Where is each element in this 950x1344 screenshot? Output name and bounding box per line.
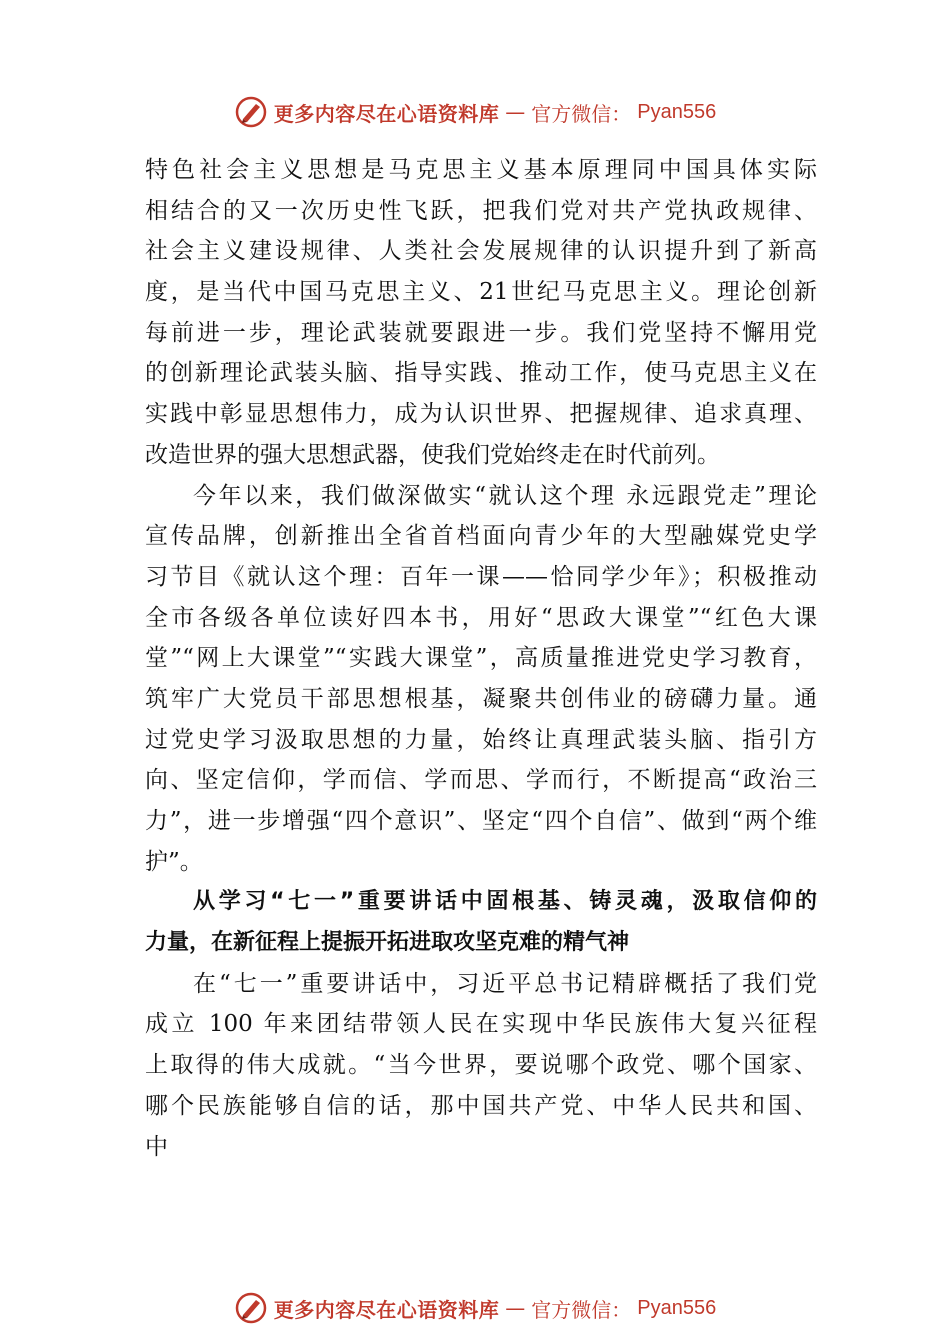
text-line: 护”。 [145,848,203,875]
text-line: 特色社会主义思想是马克思主义基本原理同中国具体实际 [145,157,817,183]
document-body [145,150,817,1167]
text-line: 在“七一”重要讲话中，习近平总书记精辟概括了我们党 [193,970,817,997]
text-line: 成立 100 年来团结带领人民在实现中华民族伟大复兴征程 [145,1011,817,1038]
text-line: 全市各级各单位读好四本书，用好“思政大课堂”“红色大课 [145,604,817,631]
text-line: 度，是当代中国马克思主义、21世纪马克思主义。理论创新 [145,279,817,306]
banner-brand-text: 更多内容尽在心语资料库 [273,101,500,126]
banner-wechat-label: 官方微信： [531,101,632,126]
header-banner [0,92,950,132]
text-line: 哪个民族能够自信的话，那中国共产党、中华人民共和国、 [145,1092,817,1119]
text-line: 宣传品牌，创新推出全省首档面向青少年的大型融媒党史学 [145,523,817,550]
text-line: 的创新理论武装头脑、指导实践、推动工作，使马克思主义在 [145,360,817,387]
text-line: 习节目《就认这个理：百年一课——恰同学少年》；积极推动 [145,563,817,590]
pen-logo-icon [234,1291,268,1325]
text-line: 力”，进一步增强“四个意识”、坚定“四个自信”、做到“两个维 [145,808,817,834]
banner-brand-text: 更多内容尽在心语资料库 [273,1297,500,1322]
footer-banner [0,1288,950,1328]
text-line: 过党史学习汲取思想的力量，始终让真理武装头脑、指引方 [145,726,817,753]
text-line: 相结合的又一次历史性飞跃，把我们党对共产党执政规律、 [145,197,817,224]
heading-line: 力量，在新征程上提振开拓进取攻坚克难的精气神 [145,930,630,956]
heading-line: 从学习“七一”重要讲话中固根基、铸灵魂，汲取信仰的 [193,889,817,915]
text-line: 向、坚定信仰，学而信、学而思、学而行，不断提高“政治三 [145,767,817,794]
paragraph-2 [145,476,817,883]
section-heading [145,882,817,963]
banner-separator: — [505,100,526,124]
banner-wechat-label: 官方微信： [531,1297,632,1322]
banner-wechat-id: Pyan556 [637,100,717,123]
text-line: 中 [145,1133,168,1160]
text-line: 筑牢广大党员干部思想根基，凝聚共创伟业的磅礴力量。通 [145,685,817,712]
banner-wechat-id: Pyan556 [637,1296,717,1319]
pen-logo-icon [234,95,268,129]
banner-separator: — [505,1296,526,1320]
text-line: 改造世界的强大思想武器，使我们党始终走在时代前列。 [145,441,720,468]
text-line: 上取得的伟大成就。“当今世界，要说哪个政党、哪个国家、 [145,1052,817,1079]
text-line: 每前进一步，理论武装就要跟进一步。我们党坚持不懈用党 [145,319,817,346]
text-line: 实践中彰显思想伟力，成为认识世界、把握规律、追求真理、 [145,401,817,428]
paragraph-1 [145,150,817,476]
text-line: 今年以来，我们做深做实“就认这个理 永远跟党走”理论 [193,482,817,509]
paragraph-3 [145,964,817,1167]
text-line: 堂”“网上大课堂”“实践大课堂”，高质量推进党史学习教育， [145,645,817,672]
text-line: 社会主义建设规律、人类社会发展规律的认识提升到了新高 [145,238,817,265]
